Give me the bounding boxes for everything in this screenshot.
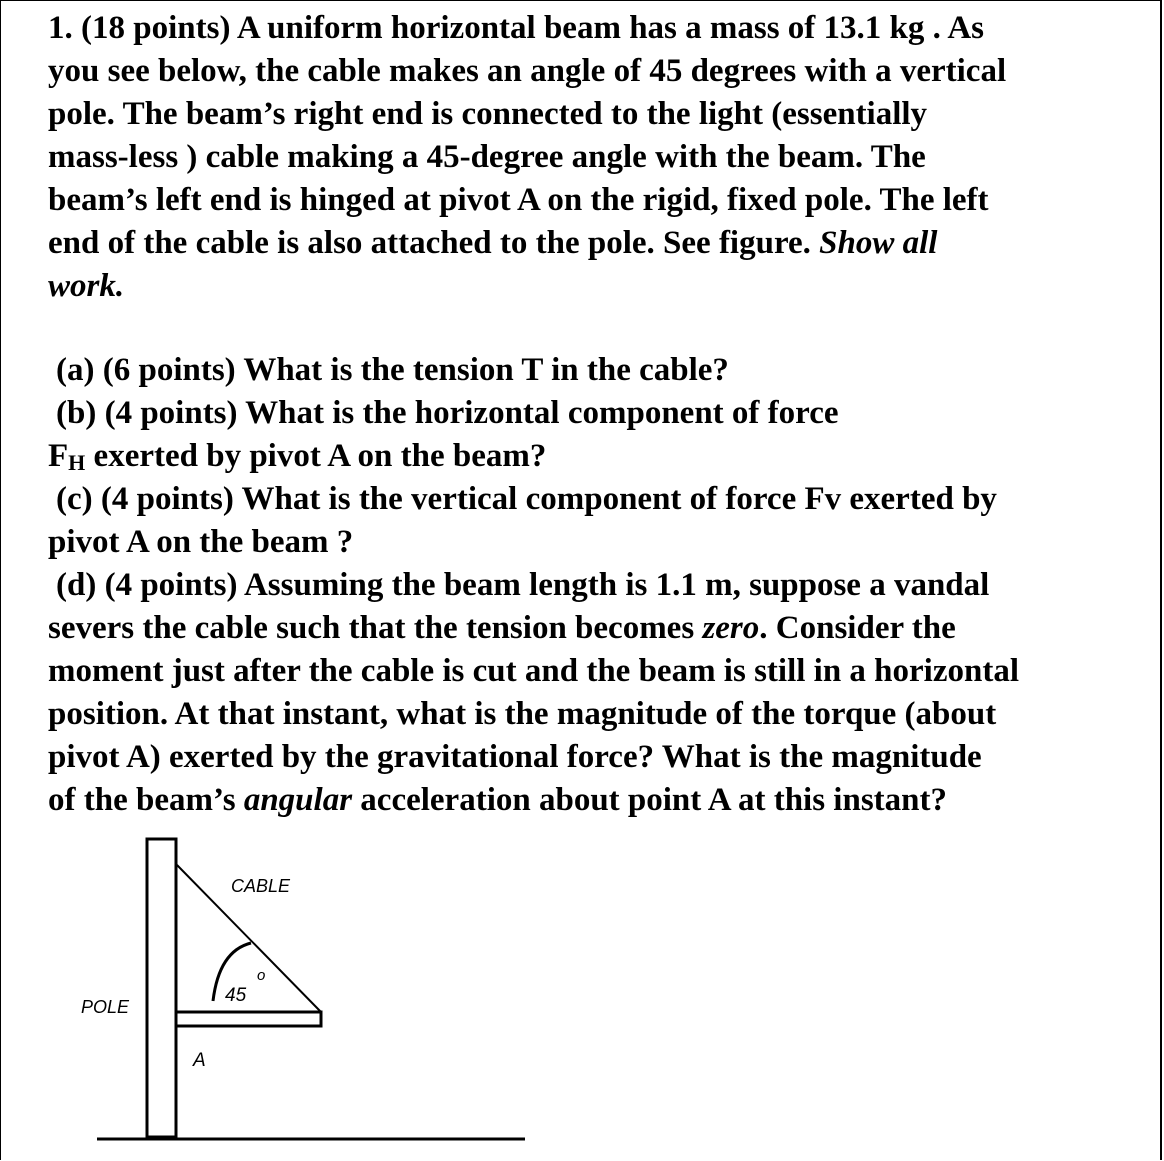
part-a: (a) (6 points) What is the tension T in the cable?	[56, 352, 729, 388]
problem-line-1: 1. (18 points) A uniform horizontal beam has a mass of 13.1 kg . As	[48, 10, 985, 46]
force-subscript: H	[68, 450, 86, 475]
show-all-work-emphasis: Show all	[819, 225, 938, 261]
pivot-a-label: A	[193, 1050, 206, 1071]
pole-label: POLE	[81, 997, 130, 1017]
part-b-line-2	[48, 435, 1158, 478]
problem-line-4: mass-less ) cable making a 45-degree angle with the beam. The	[48, 139, 926, 175]
problem-line-6-text: end of the cable is also attached to the pole. See figure.	[48, 225, 811, 261]
part-d-line-6-pre: of the beam’s	[48, 782, 244, 818]
problem-line-5	[48, 179, 1158, 222]
angle-degree-mark: o	[257, 967, 266, 984]
problem-line-3: pole. The beam’s right end is connected to the light (essentially	[48, 96, 928, 132]
problem-statement	[48, 7, 1158, 308]
beam-figure	[1, 821, 601, 1161]
part-d-line-5: pivot A) exerted by the gravitational force? What is the magnitude	[48, 739, 982, 775]
part-d-line-6	[48, 779, 1158, 822]
part-d-line-2	[48, 607, 1158, 650]
beam	[176, 1012, 321, 1026]
part-d-line-4: position. At that instant, what is the magnitude of the torque (about	[48, 696, 997, 732]
problem-line-2: you see below, the cable makes an angle of 45 degrees with a vertical	[48, 53, 1007, 89]
part-d-line-3: moment just after the cable is cut and the beam is still in a horizontal	[48, 653, 1020, 689]
part-d-line-2-pre: severs the cable such that the tension becomes	[48, 610, 703, 646]
pole	[147, 839, 176, 1137]
part-d-line-2-post: . Consider the	[759, 610, 956, 646]
angle-value-label: 45	[225, 985, 247, 1006]
part-b-line-1: (b) (4 points) What is the horizontal component of force	[56, 395, 839, 431]
part-d-line-6-post: acceleration about point A at this instant?	[352, 782, 947, 818]
problem-line-7	[48, 265, 1158, 308]
problem-line-6	[48, 222, 1158, 265]
work-emphasis: work.	[48, 268, 125, 304]
part-b-line-2-text: exerted by pivot A on the beam?	[85, 438, 547, 474]
part-c-line-1: (c) (4 points) What is the vertical component of force Fv exerted by	[56, 481, 997, 517]
angular-emphasis: angular	[243, 782, 353, 818]
force-symbol: F	[48, 438, 69, 474]
part-c-line-2: pivot A on the beam ?	[48, 524, 354, 560]
zero-emphasis: zero	[702, 610, 760, 646]
cable-label: CABLE	[231, 876, 291, 896]
part-d-line-1: (d) (4 points) Assuming the beam length is 1.1 m, suppose a vandal	[56, 567, 990, 603]
problem-line-5-text: beam’s left end is hinged at pivot A on the rigid, fixed pole. The left	[48, 182, 989, 218]
question-parts	[48, 349, 1158, 822]
